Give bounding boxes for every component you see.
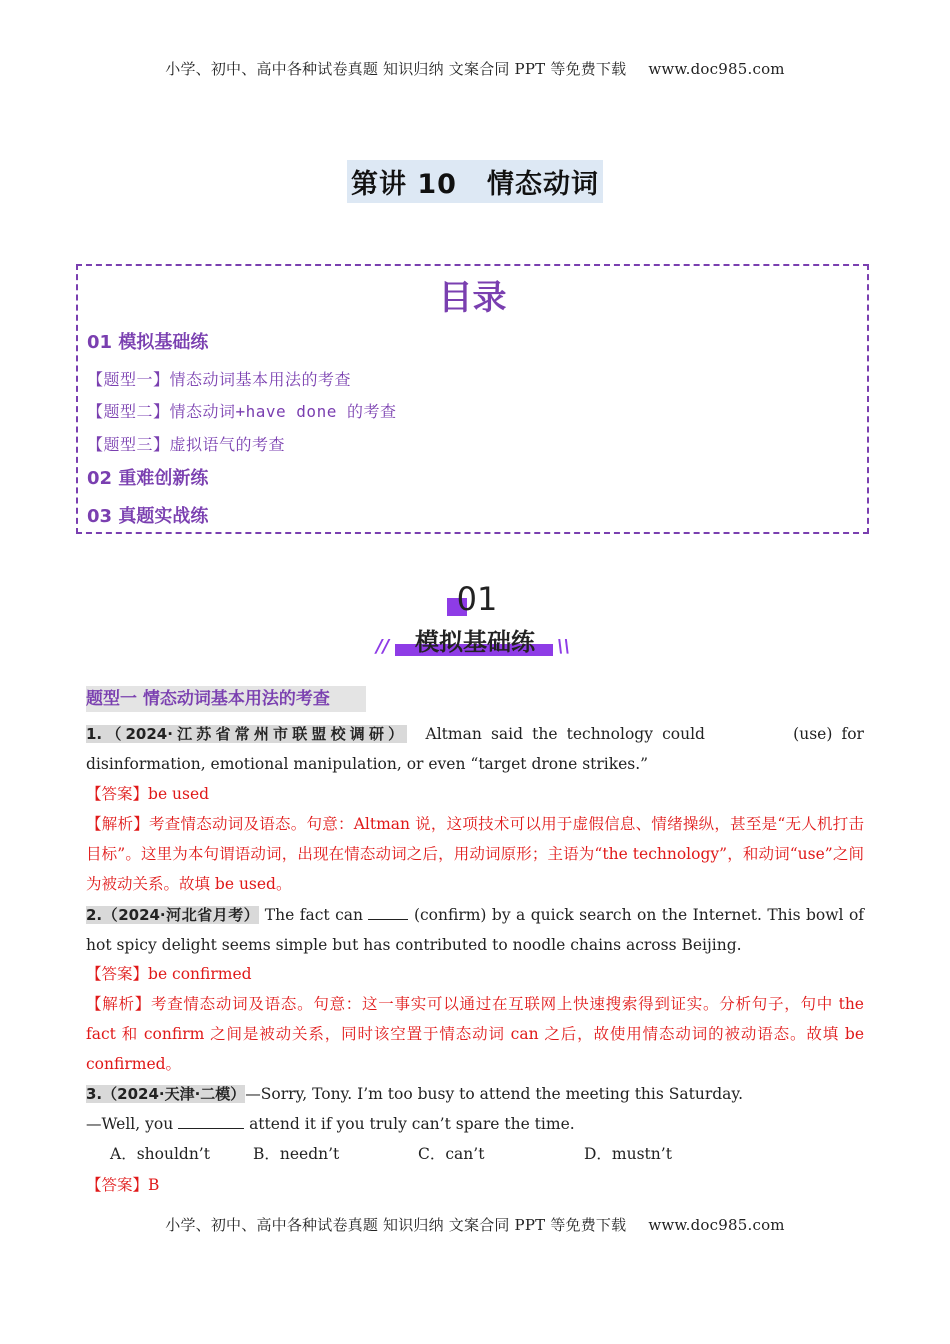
- question-3-line-1: —Sorry, Tony. I’m too busy to attend the meeting this Saturday.: [245, 1085, 744, 1103]
- question-3: [86, 1079, 864, 1109]
- question-3-line-2: [86, 1109, 864, 1139]
- option-c[interactable]: C．can’t: [418, 1145, 485, 1163]
- badge-slash-left-icon: //: [376, 636, 390, 657]
- option-d[interactable]: D．mustn’t: [584, 1145, 672, 1163]
- question-2-stem-before: The fact can: [264, 906, 363, 924]
- table-of-contents: [76, 264, 869, 534]
- lesson-number: 第讲 10: [351, 169, 457, 200]
- question-2-answer: [86, 959, 864, 989]
- question-3-line-2-after: attend it if you truly can’t spare the time.: [249, 1115, 575, 1133]
- question-3-blank: [178, 1114, 244, 1129]
- question-3-line-2-before: —Well, you: [86, 1115, 174, 1133]
- question-1-answer: [86, 779, 864, 809]
- toc-subitem-1[interactable]: 【题型一】情态动词基本用法的考查: [87, 370, 352, 389]
- answer-value: be confirmed: [148, 965, 252, 983]
- question-3-source: 3.（2024·天津·二模）: [86, 1085, 246, 1103]
- question-1-stem-before: Altman said the technology could: [425, 725, 705, 743]
- badge-slash-right-icon: \\: [557, 636, 571, 657]
- page-footer: [0, 1214, 950, 1235]
- question-3-options: [110, 1139, 810, 1169]
- document-title: [0, 160, 950, 203]
- question-2-analysis: [86, 989, 864, 1079]
- question-2: [86, 900, 864, 960]
- question-type-heading: 题型一 情态动词基本用法的考查: [86, 686, 366, 712]
- analysis-label: 【解析】: [86, 815, 149, 833]
- answer-label: 【答案】: [86, 965, 149, 983]
- badge-label: 模拟基础练: [415, 628, 535, 656]
- lesson-topic: 情态动词: [486, 169, 599, 200]
- badge-number: 01: [456, 580, 498, 618]
- question-2-stem-after: (confirm) by a quick search on the Internet. This bowl of hot spicy delight seems simple but has contributed to noodle chains across Beijing.: [86, 906, 865, 954]
- question-1-analysis: [86, 809, 864, 899]
- answer-label: 【答案】: [86, 1176, 149, 1194]
- toc-section-03[interactable]: 03 真题实战练: [87, 506, 209, 527]
- analysis-text: 考查情态动词及语态。句意：Altman 说，这项技术可以用于虚假信息、情绪操纵，甚至是“无人机打击目标”。这里为本句谓语动词，出现在情态动词之后，用动词原形；主语为“the technology”，和动词“use”之间为被动关系。故填 be used。: [86, 815, 864, 893]
- analysis-text: 考查情态动词及语态。句意：这一事实可以通过在互联网上快速搜索得到证实。分析句子，句中 the fact 和 confirm 之间是被动关系，同时该空置于情态动词 can 之后，故使用情态动词的被动语态。故填 be confirmed。: [86, 995, 864, 1073]
- question-3-answer: [86, 1170, 864, 1200]
- page-header: [0, 58, 950, 79]
- answer-value: be used: [148, 785, 210, 803]
- answer-value: B: [148, 1176, 160, 1194]
- question-2-blank: [368, 905, 408, 920]
- option-a[interactable]: A．shouldn’t: [110, 1145, 210, 1163]
- question-2-source: 2.（2024·河北省月考）: [86, 906, 260, 924]
- footer-url[interactable]: www.doc985.com: [648, 1216, 785, 1234]
- question-1-stem-after: (use) for disinformation, emotional manipulation, or even “target drone strikes.”: [86, 725, 864, 773]
- question-1: [86, 719, 864, 779]
- header-text: 小学、初中、高中各种试卷真题 知识归纳 文案合同 PPT 等免费下载: [165, 60, 627, 78]
- toc-subitem-2[interactable]: 【题型二】情态动词+have done 的考查: [87, 402, 397, 421]
- toc-section-01[interactable]: 01 模拟基础练: [87, 332, 209, 353]
- toc-heading: 目录: [438, 278, 507, 318]
- toc-section-02[interactable]: 02 重难创新练: [87, 468, 209, 489]
- toc-subitem-3[interactable]: 【题型三】虚拟语气的考查: [87, 435, 286, 454]
- footer-text: 小学、初中、高中各种试卷真题 知识归纳 文案合同 PPT 等免费下载: [165, 1216, 627, 1234]
- question-1-source: 1.（2024·江苏省常州市联盟校调研）: [86, 725, 408, 743]
- answer-label: 【答案】: [86, 785, 149, 803]
- header-url[interactable]: www.doc985.com: [648, 60, 785, 78]
- option-b[interactable]: B．needn’t: [253, 1145, 340, 1163]
- analysis-label: 【解析】: [86, 995, 151, 1013]
